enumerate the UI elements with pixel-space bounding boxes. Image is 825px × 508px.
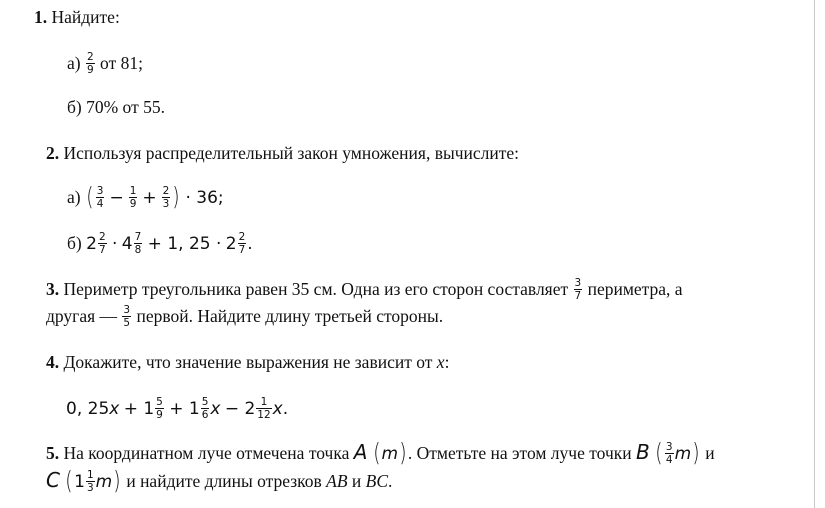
- fraction-numerator: 3: [574, 277, 582, 290]
- fraction: [665, 442, 674, 465]
- fraction-numerator: 2: [98, 231, 106, 244]
- fraction: [129, 186, 138, 209]
- fraction-denominator: 12: [257, 409, 271, 422]
- fraction-numerator: 5: [201, 396, 209, 409]
- right-paren: ): [113, 465, 121, 495]
- fraction-denominator: 9: [86, 64, 94, 77]
- fraction: [256, 397, 271, 420]
- fraction: [155, 397, 164, 420]
- fraction-numerator: 7: [134, 231, 142, 244]
- fraction-numerator: 2: [86, 51, 94, 64]
- left-paren: (: [373, 437, 381, 467]
- problem-5-line-1: 5. На координатном луче отмечена точка A (m). Отметьте на этом луче точки B ( $\frac{3}{4}$ m) и: [46, 437, 715, 467]
- fraction: [134, 232, 143, 255]
- problem-5-line-2: C (1 $\frac{1}{3}$ m) и найдите длины отрезков AB и BC.: [46, 465, 393, 495]
- left-paren: (: [86, 181, 94, 211]
- fraction: [162, 186, 171, 209]
- fraction-denominator: 7: [238, 244, 246, 257]
- fraction: [86, 470, 95, 493]
- fraction-denominator: 9: [129, 198, 137, 211]
- problem-4-expression: 0, 25x + 1 $\frac{5}{9}$ + 1 $\frac{5}{6}$ x − 2 $\frac{1}{12}$ x.: [66, 396, 289, 422]
- left-paren: (: [655, 437, 663, 467]
- fraction-denominator: 3: [162, 198, 170, 211]
- right-paren: ): [692, 437, 700, 467]
- problem-2-a: а) ( $\frac{3}{4}$ − $\frac{1}{9}$ + $\frac{2}{3}$ ) · 36;: [67, 181, 224, 211]
- fraction-numerator: 3: [665, 441, 673, 454]
- fraction-denominator: 4: [96, 198, 104, 211]
- problem-2-heading: 2. Используя распределительный закон умножения, вычислите:: [46, 143, 520, 163]
- problem-2-b: б) 2 $\frac{2}{7}$ · 4 $\frac{7}{8}$ + 1, 25 · 2 $\frac{2}{7}$ .: [67, 231, 253, 257]
- fraction-numerator: 1: [256, 397, 271, 409]
- fraction-denominator: 4: [665, 454, 673, 467]
- fraction-denominator: 7: [574, 290, 582, 303]
- fraction: [238, 232, 247, 255]
- fraction-denominator: 8: [134, 244, 142, 257]
- problem-4-heading: 4. Докажите, что значение выражения не зависит от x:: [46, 352, 450, 372]
- fraction-denominator: 3: [86, 482, 94, 495]
- fraction: [122, 305, 131, 328]
- fraction-numerator: 3: [96, 185, 104, 198]
- fraction-denominator: 9: [156, 409, 163, 422]
- fraction: [201, 397, 210, 420]
- fraction-numerator: 1: [129, 185, 137, 198]
- problem-1-heading: 1. Найдите:: [34, 7, 120, 27]
- fraction-denominator: 6: [201, 409, 209, 422]
- problem-1-a: а) $\frac{2}{9}$ от 81;: [67, 51, 143, 77]
- left-paren: (: [65, 465, 73, 495]
- fraction-numerator: 1: [86, 469, 94, 482]
- right-paren: ): [399, 437, 407, 467]
- fraction-denominator: 5: [123, 317, 131, 330]
- fraction-numerator: 3: [123, 304, 131, 317]
- problem-3-line-2: другая — $\frac{3}{5}$ первой. Найдите длину третьей стороны.: [46, 304, 444, 330]
- fraction: [574, 278, 583, 301]
- right-paren: ): [172, 181, 180, 211]
- fraction-denominator: 7: [98, 244, 106, 257]
- fraction: [96, 186, 105, 209]
- fraction-numerator: 5: [156, 396, 163, 409]
- problem-1-b: б) 70% от 55.: [67, 97, 165, 117]
- fraction-numerator: 2: [238, 231, 246, 244]
- fraction: [86, 52, 95, 75]
- fraction-numerator: 2: [162, 185, 170, 198]
- fraction: [98, 232, 107, 255]
- problem-3-line-1: 3. Периметр треугольника равен 35 см. Одна из его сторон составляет $\frac{3}{7}$ периметра, а: [46, 277, 683, 303]
